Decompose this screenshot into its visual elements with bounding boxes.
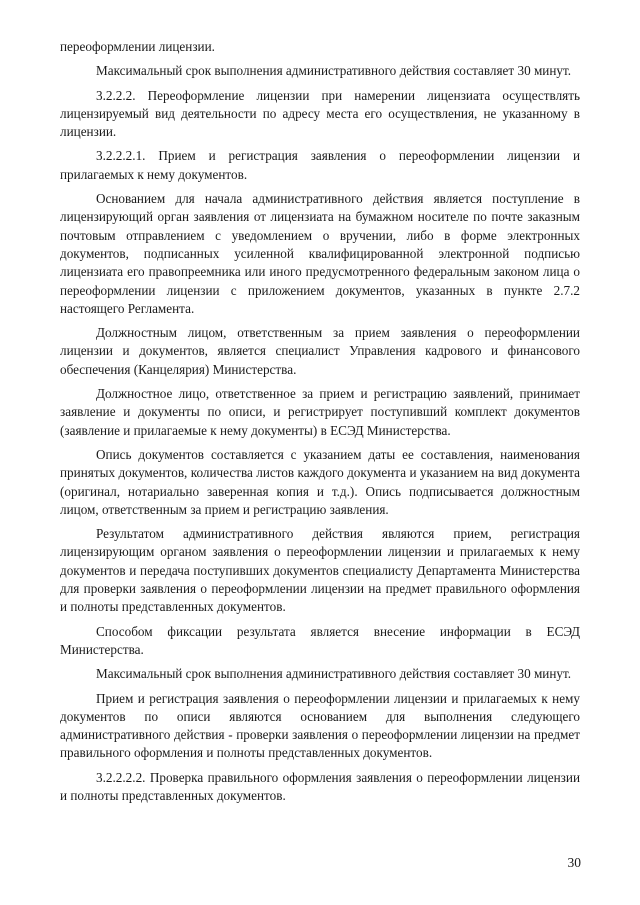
paragraph: Основанием для начала административного действия является поступление в лицензирующий орган заявления от лицензиата на бумажном носителе по почте заказным почтовым отправлением с уведомлением о вручении, либо в форме электронных документов, подписанных усиленной квалифицированной электронной подписью лицензиата его правопреемника или иного предусмотренного федеральным законом лица о переоформлении лицензии с приложением документов, указанных в пункте 2.7.2 настоящего Регламента.	[60, 191, 580, 316]
paragraph: Прием и регистрация заявления о переоформлении лицензии и прилагаемых к нему документов по описи являются основанием для выполнения следующего административного действия - проверки заявления о переоформлении лицензии на предмет правильного оформления и полноты представленных документов.	[60, 690, 580, 761]
section-heading: 3.2.2.2.1. Прием и регистрация заявления о переоформлении лицензии и прилагаемых к нему документов.	[60, 148, 580, 182]
paragraph: Опись документов составляется с указанием даты ее составления, наименования принятых документов, количества листов каждого документа и указанием на вид документа (оригинал, нотариально заверенная копия и т.д.). Опись подписывается должностным лицом, ответственным за прием и регистрацию заявления.	[60, 446, 580, 517]
section-heading: 3.2.2.2. Переоформление лицензии при намерении лицензиата осуществлять лицензируемый вид деятельности по адресу места его осуществления, не указанному в лицензии.	[60, 87, 580, 140]
paragraph: Результатом административного действия являются прием, регистрация лицензирующим органом заявления о переоформлении лицензии и прилагаемых к нему документов и передача поступивших документов специалисту Департамента Министерства для проверки заявления о переоформлении лицензии на предмет правильного оформления и полноты представленных документов.	[60, 526, 580, 615]
paragraph: Должностным лицом, ответственным за прием заявления о переоформлении лицензии и документов, является специалист Управления кадрового и финансового обеспечения (Канцелярия) Министерства.	[60, 325, 580, 377]
document-body	[60, 38, 580, 811]
paragraph: Должностное лицо, ответственное за прием и регистрацию заявлений, принимает заявление и документы по описи, и регистрирует поступивший комплект документов (заявление и прилагаемые к нему документы) в ЕСЭД Министерства.	[60, 386, 580, 438]
section-heading: 3.2.2.2.2. Проверка правильного оформления заявления о переоформлении лицензии и полноты представленных документов.	[60, 769, 580, 803]
paragraph: переоформлении лицензии.	[60, 39, 215, 54]
page-number: 30	[567, 855, 581, 870]
paragraph: Максимальный срок выполнения административного действия составляет 30 минут.	[96, 63, 572, 79]
paragraph: Максимальный срок выполнения административного действия составляет 30 минут.	[96, 666, 572, 682]
paragraph: Способом фиксации результата является внесение информации в ЕСЭД Министерства.	[60, 623, 580, 657]
